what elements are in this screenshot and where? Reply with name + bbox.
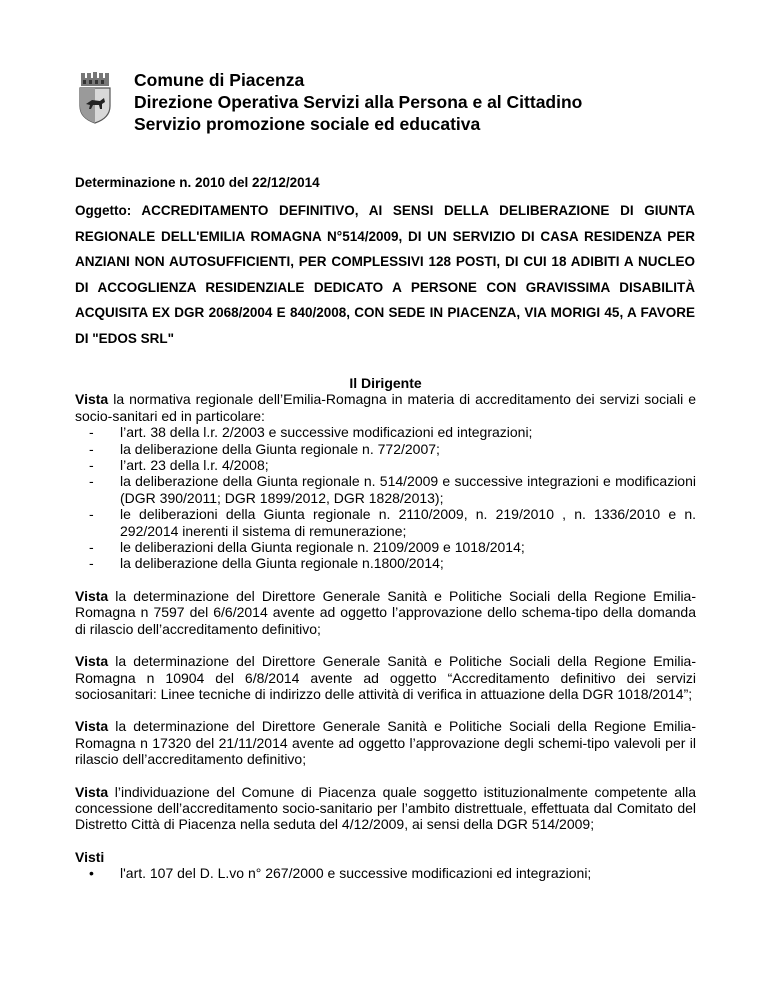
visti-list xyxy=(75,865,696,881)
determination-number: Determinazione n. 2010 del 22/12/2014 xyxy=(75,175,320,190)
issuer-line-1: Comune di Piacenza xyxy=(134,70,305,90)
list-item: - la deliberazione della Giunta regionale n.1800/2014; xyxy=(75,555,696,571)
dirigente-heading: Il Dirigente xyxy=(349,375,422,391)
issuer-header xyxy=(134,69,582,135)
vista-label: Vista xyxy=(75,653,109,670)
list-item: - le deliberazioni della Giunta regionale n. 2109/2009 e 1018/2014; xyxy=(75,539,696,555)
vista-label: Vista xyxy=(75,391,109,408)
piacenza-coat-of-arms-icon xyxy=(77,70,113,124)
regulation-list xyxy=(75,424,696,572)
vista-text: la normativa regionale dell’Emilia-Romagna in materia di accreditamento dei servizi sociali e socio-sanitari ed in particolare: xyxy=(75,391,696,424)
vista-text: la determinazione del Direttore Generale Sanità e Politiche Sociali della Regione Emilia-Romagna n 7597 del 6/6/2014 avente ad oggetto l’approvazione dello schema-tipo della domanda di rilascio dell’accreditamento definitivo; xyxy=(75,587,696,637)
vista-paragraph-1 xyxy=(75,391,696,424)
list-item: - le deliberazioni della Giunta regionale n. 2110/2009, n. 219/2010 , n. 1336/2010 e n. 292/2014 inerenti il sistema di remunerazione; xyxy=(75,506,696,539)
vista-label: Vista xyxy=(75,783,109,800)
list-item: • l'art. 107 del D. L.vo n° 267/2000 e successive modificazioni ed integrazioni; xyxy=(75,865,696,881)
subject-paragraph: Oggetto: ACCREDITAMENTO DEFINITIVO, AI SENSI DELLA DELIBERAZIONE DI GIUNTA REGIONALE DELL'EMILIA ROMAGNA N°514/2009, DI UN SERVIZIO DI CASA RESIDENZA PER ANZIANI NON AUTOSUFFICIENTI, PER COMPLESSIVI 128 POSTI, DI CUI 18 ADIBITI A NUCLEO DI ACCOGLIENZA RESIDENZIALE DEDICATO A PERSONE CON GRAVISSIMA DISABILITÀ ACQUISITA EX DGR 2068/2004 E 840/2008, CON SEDE IN PIACENZA, VIA MORIGI 45, A FAVORE DI "EDOS SRL" xyxy=(75,203,695,346)
list-item: - l’art. 23 della l.r. 4/2008; xyxy=(75,457,696,473)
vista-label: Vista xyxy=(75,587,109,604)
vista-paragraph-4 xyxy=(75,718,696,767)
vista-text: la determinazione del Direttore Generale Sanità e Politiche Sociali della Regione Emilia-Romagna n 17320 del 21/11/2014 avente ad oggetto l’approvazione degli schemi-tipo valevoli per il rilascio dell’accreditamento definitivo; xyxy=(75,718,696,768)
list-item: - la deliberazione della Giunta regionale n. 772/2007; xyxy=(75,441,696,457)
vista-paragraph-3 xyxy=(75,653,696,702)
issuer-line-2: Direzione Operativa Servizi alla Persona e al Cittadino xyxy=(134,92,583,112)
vista-paragraph-2 xyxy=(75,588,696,637)
visti-label: Visti xyxy=(75,848,105,865)
vista-text: la determinazione del Direttore Generale Sanità e Politiche Sociali della Regione Emilia-Romagna n 10904 del 6/8/2014 avente ad oggetto “Accreditamento definitivo dei servizi sociosanitari: Linee tecniche di indirizzo delle attività di verifica in attuazione della DGR 1018/2014”; xyxy=(75,653,696,702)
issuer-line-3: Servizio promozione sociale ed educativa xyxy=(134,114,481,134)
list-item: - l’art. 38 della l.r. 2/2003 e successive modificazioni ed integrazioni; xyxy=(75,424,696,440)
vista-label: Vista xyxy=(75,718,109,735)
vista-paragraph-5 xyxy=(75,784,696,833)
visti-heading xyxy=(75,849,696,865)
document-body xyxy=(75,375,696,882)
vista-text: l’individuazione del Comune di Piacenza quale soggetto istituzionalmente competente alla concessione dell’accreditamento socio-sanitario per l’ambito distrettuale, effettuata dal Comitato del Distretto Città di Piacenza nella seduta del 4/12/2009, ai sensi della DGR 514/2009; xyxy=(75,783,696,833)
list-item: - la deliberazione della Giunta regionale n. 514/2009 e successive integrazioni e modificazioni (DGR 390/2011; DGR 1899/2012, DGR 1828/2013); xyxy=(75,473,696,506)
